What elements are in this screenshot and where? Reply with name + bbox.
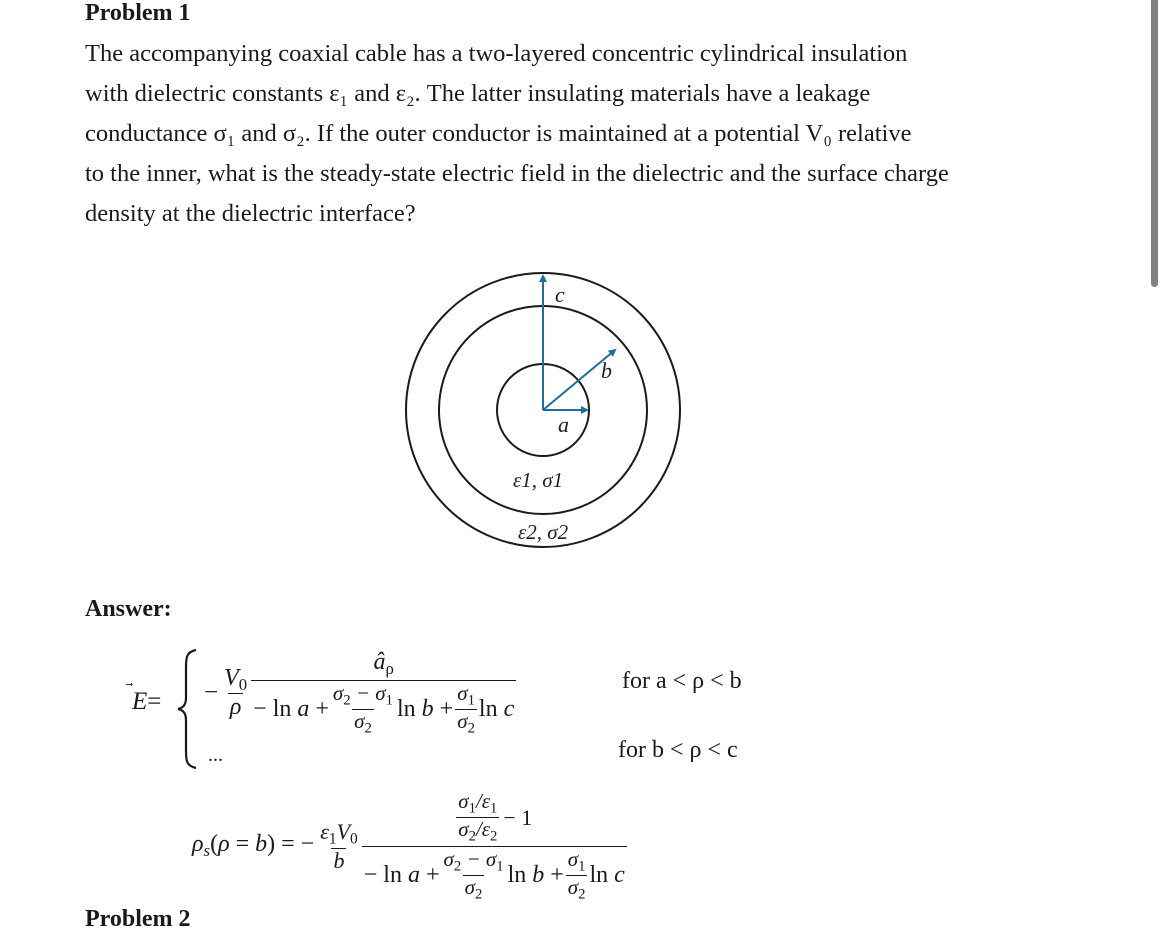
label-a: a bbox=[558, 412, 569, 437]
field-case-2-value: ... bbox=[208, 744, 223, 766]
coaxial-cable-diagram bbox=[405, 268, 695, 563]
field-case-1: − $\frac{V_0}{\rho}$ $â_\rho$ − ln a + $\frac{\sigma_2 - \sigma_1}{\sigma_2}$ ln b + $\frac{\sigma_1}{\sigma_2}$ ln c bbox=[204, 649, 515, 736]
vertical-scrollbar[interactable] bbox=[1151, 0, 1158, 287]
field-case-2-condition: for b < ρ < c bbox=[618, 737, 738, 763]
problem-statement bbox=[85, 34, 1005, 234]
label-region-2: ε2, σ2 bbox=[518, 520, 569, 544]
problem-line-1: The accompanying coaxial cable has a two-layered concentric cylindrical insulation bbox=[85, 40, 908, 67]
problem-line-2: with dielectric constants ε₁ and ε₂. The latter insulating materials have a leakage bbox=[85, 80, 871, 107]
surface-charge-equation: $\rho_s(\rho = b)$ = − $\frac{\varepsilon_1V_0}{b}$ $\frac{\sigma_1/\varepsilon_1}{\sigma_2/\varepsilon_2}$ − 1 − ln a + $\frac{\sigma_2 - \sigma_1}{\sigma_2}$ ln b + $\frac{\sigma_1}{\sigma_2}$ ln c bbox=[192, 789, 625, 903]
field-case-1-condition: for a < ρ < b bbox=[622, 668, 742, 694]
problem-line-3: conductance σ₁ and σ₂. If the outer conductor is maintained at a potential V₀ relative bbox=[85, 120, 912, 147]
label-region-1: ε1, σ1 bbox=[513, 468, 564, 492]
label-b: b bbox=[601, 358, 612, 383]
next-problem-heading: Problem 2 bbox=[85, 906, 191, 932]
problem-line-5: density at the dielectric interface? bbox=[85, 200, 416, 227]
concentric-circles-figure bbox=[405, 268, 695, 558]
case-brace bbox=[176, 648, 200, 775]
problem-line-4: to the inner, what is the steady-state electric field in the dielectric and the surface charge bbox=[85, 160, 949, 187]
label-c: c bbox=[555, 282, 565, 307]
field-lhs: E= bbox=[132, 688, 162, 715]
problem-heading: Problem 1 bbox=[85, 0, 191, 26]
answer-heading: Answer: bbox=[85, 596, 172, 622]
